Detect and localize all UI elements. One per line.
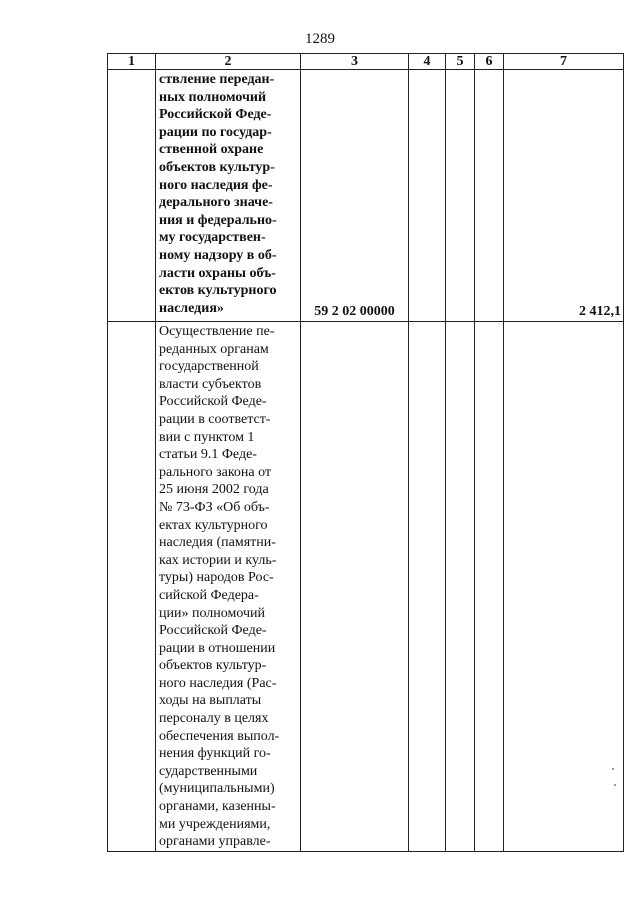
table-row xyxy=(108,70,624,322)
description-line: дерального значе- xyxy=(159,195,273,211)
description-line: сударственными xyxy=(159,763,258,779)
description-line: наследия» xyxy=(159,300,224,316)
page-number: 1289 xyxy=(305,31,335,47)
description-line: статьи 9.1 Феде- xyxy=(159,447,257,463)
description-line: государственной xyxy=(159,359,259,375)
col5-cell xyxy=(446,322,475,852)
description-line: ных полномочий xyxy=(159,89,267,105)
description-line: власти субъектов xyxy=(159,376,262,392)
header-cell: 6 xyxy=(475,54,504,70)
budget-code-cell: 59 2 02 00000 xyxy=(301,70,409,322)
col5-cell xyxy=(446,70,475,322)
description-line: персоналу в целях xyxy=(159,711,269,727)
description-line: ствление передан- xyxy=(159,72,275,87)
description-line: реданных органам xyxy=(159,341,269,357)
description-line: объектов культур- xyxy=(159,658,267,674)
description-line: ного наследия (Рас- xyxy=(159,675,277,691)
description-line: (муниципальными) xyxy=(159,781,275,797)
description-line: Осуществление пе- xyxy=(159,324,275,339)
description-line: рации в соответст- xyxy=(159,411,271,427)
col6-cell xyxy=(475,70,504,322)
description-line: 25 июня 2002 года xyxy=(159,482,269,498)
description-line: му государствен- xyxy=(159,230,266,246)
table-header-row xyxy=(108,54,624,70)
description-line: № 73-ФЗ «Об объ- xyxy=(159,499,270,515)
col4-cell xyxy=(409,322,446,852)
col1-cell xyxy=(108,322,156,852)
description-line: ектах культурного xyxy=(159,517,268,533)
description-line: ственной охране xyxy=(159,142,264,158)
description-line: вии с пунктом 1 xyxy=(159,429,255,445)
description-line: ции» полномочий xyxy=(159,605,266,621)
description-cell xyxy=(156,322,301,852)
description-line: Российской Феде- xyxy=(159,394,267,410)
description-line: ходы на выплаты xyxy=(159,693,262,709)
header-cell: 5 xyxy=(446,54,475,70)
col4-cell xyxy=(409,70,446,322)
description-line: нения функций го- xyxy=(159,746,271,762)
description-line: рации по государ- xyxy=(159,124,272,140)
description-line: наследия (памятни- xyxy=(159,535,276,551)
description-line: ного наследия фе- xyxy=(159,177,273,193)
header-cell: 7 xyxy=(504,54,624,70)
description-line: рации в отношении xyxy=(159,640,276,656)
description-line: ному надзору в об- xyxy=(159,247,277,263)
description-line: органами управле- xyxy=(159,834,271,850)
description-line: сийской Федера- xyxy=(159,587,259,603)
header-cell: 2 xyxy=(156,54,301,70)
description-line: Российской Феде- xyxy=(159,107,272,123)
header-cell: 4 xyxy=(409,54,446,70)
table-row xyxy=(108,322,624,852)
description-line: ния и федерально- xyxy=(159,212,277,228)
budget-table xyxy=(107,53,624,852)
description-line: рального закона от xyxy=(159,464,272,480)
col1-cell xyxy=(108,70,156,322)
description-line: туры) народов Рос- xyxy=(159,570,274,586)
amount-cell xyxy=(504,322,624,852)
description-line: объектов культур- xyxy=(159,159,275,175)
scan-speck xyxy=(612,768,614,770)
budget-code-cell xyxy=(301,322,409,852)
description-line: ках истории и куль- xyxy=(159,552,277,568)
amount-cell: 2 412,1 xyxy=(504,70,624,322)
description-line: обеспечения выпол- xyxy=(159,728,280,744)
description-line: органами, казенны- xyxy=(159,799,276,815)
header-cell: 1 xyxy=(108,54,156,70)
description-line: ласти охраны объ- xyxy=(159,265,276,281)
description-line: ми учреждениями, xyxy=(159,816,271,832)
scan-speck xyxy=(614,784,616,786)
description-cell xyxy=(156,70,301,322)
col6-cell xyxy=(475,322,504,852)
header-cell: 3 xyxy=(301,54,409,70)
description-line: ектов культурного xyxy=(159,283,277,299)
description-line: Российской Феде- xyxy=(159,623,267,639)
